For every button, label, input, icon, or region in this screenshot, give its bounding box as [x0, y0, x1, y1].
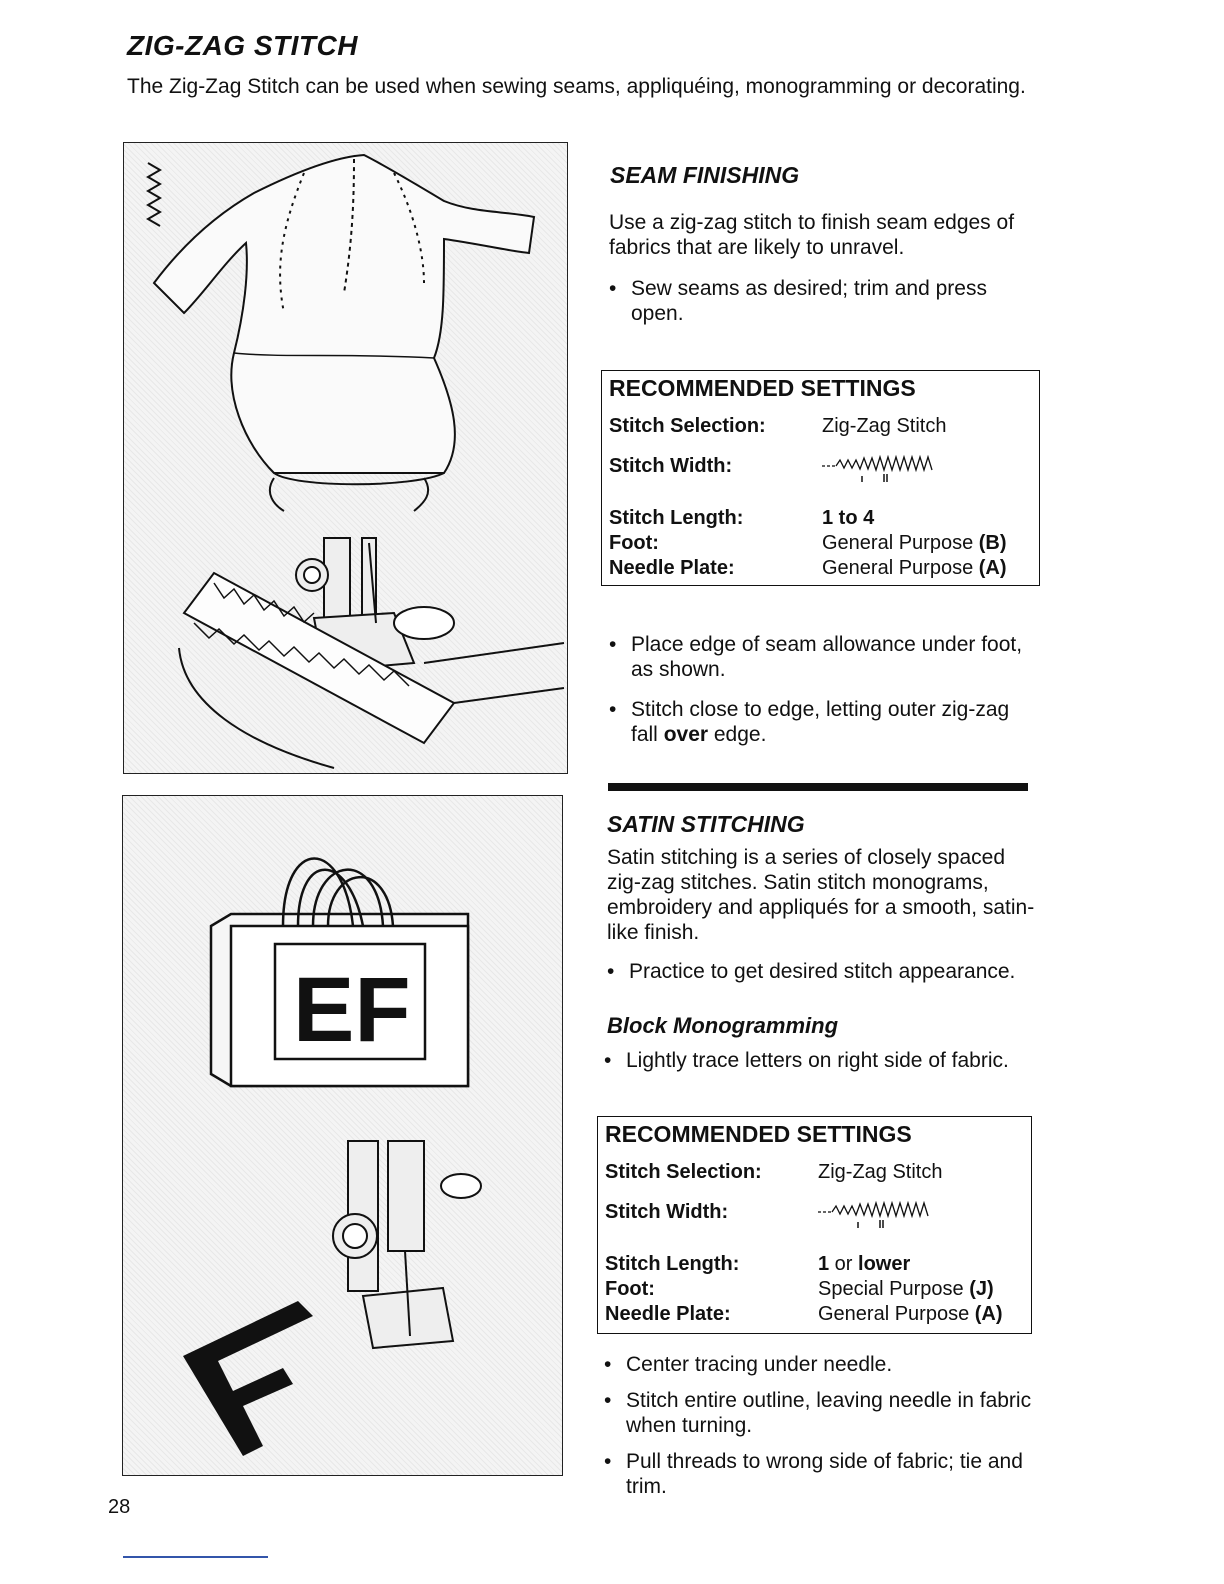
setting-label: Foot:: [609, 532, 659, 554]
list-item: • Stitch close to edge, letting outer zig-zag fall over edge.: [609, 697, 1039, 747]
section-divider: [608, 783, 1028, 791]
satin-stitching-intro: Satin stitching is a series of closely spaced zig-zag stitches. Satin stitch monograms, embroidery and appliqués for a smooth, satin-like finish.: [607, 846, 1035, 944]
list-item: • Stitch entire outline, leaving needle in fabric when turning.: [604, 1388, 1036, 1438]
intro-paragraph: The Zig-Zag Stitch can be used when sewing seams, appliquéing, monogramming or decorating.: [127, 75, 1026, 98]
list-item: • Sew seams as desired; trim and press open.: [609, 276, 1039, 326]
zigzag-symbol-icon: [148, 163, 160, 226]
satin-f-monogram-icon: [183, 1301, 313, 1456]
stitch-length-row: [609, 506, 1033, 531]
foot-code: (B): [978, 532, 1007, 554]
list-item: • Pull threads to wrong side of fabric; tie and trim.: [604, 1449, 1036, 1499]
satin-stitching-illustration: [122, 795, 563, 1476]
foot-row: [609, 531, 1033, 556]
stitch-width-row: [609, 454, 1033, 491]
settings-title: RECOMMENDED SETTINGS: [609, 375, 916, 401]
block-monogramming-heading: Block Monogramming: [607, 1013, 839, 1038]
monogram-bag-drawing: [123, 796, 562, 1475]
setting-label: Stitch Length:: [609, 507, 744, 529]
setting-value: General Purpose: [822, 532, 974, 554]
setting-label: Needle Plate:: [609, 557, 735, 579]
setting-label: Needle Plate:: [605, 1303, 731, 1325]
settings-title: RECOMMENDED SETTINGS: [605, 1121, 912, 1147]
stitch-selection-row: [605, 1160, 1025, 1185]
setting-label: Stitch Width:: [605, 1201, 729, 1223]
seam-finishing-intro: Use a zig-zag stitch to finish seam edges of fabrics that are likely to unravel.: [609, 211, 1015, 259]
setting-value: General Purpose: [822, 557, 974, 579]
list-item: • Place edge of seam allowance under foot, as shown.: [609, 632, 1039, 682]
setting-value: Zig-Zag Stitch: [818, 1161, 943, 1183]
monogram-letters: EF: [293, 959, 411, 1061]
emphasis-over: over: [663, 723, 709, 746]
seam-finishing-heading: SEAM FINISHING: [610, 162, 800, 188]
plate-code: (A): [978, 557, 1007, 579]
stitch-width-gauge-icon: [822, 454, 942, 484]
setting-label: Stitch Length:: [605, 1253, 740, 1275]
seam-settings-box: [601, 370, 1040, 586]
setting-value: General Purpose: [818, 1303, 970, 1325]
setting-label: Foot:: [605, 1278, 655, 1300]
setting-value: Zig-Zag Stitch: [822, 415, 947, 437]
stitch-selection-row: [609, 414, 1033, 439]
page-title: ZIG-ZAG STITCH: [127, 30, 358, 61]
satin-settings-box: [597, 1116, 1032, 1334]
setting-value: Special Purpose: [818, 1278, 964, 1300]
stitch-width-gauge-icon: [818, 1200, 938, 1230]
list-item: • Practice to get desired stitch appearance.: [607, 959, 1037, 984]
list-item: • Lightly trace letters on right side of fabric.: [604, 1048, 1036, 1073]
stitch-length-row: Stitch Length: 1 or lower: [605, 1253, 911, 1275]
satin-stitching-heading: SATIN STITCHING: [607, 811, 805, 837]
seam-finishing-bullets-after: [609, 632, 1039, 762]
needle-plate-row: [605, 1302, 1025, 1327]
foot-code: (J): [969, 1278, 994, 1300]
plate-code: (A): [974, 1303, 1003, 1325]
satin-bullets-after: [604, 1352, 1036, 1514]
setting-value: 1 to 4: [822, 507, 875, 529]
footer-rule: [123, 1556, 268, 1558]
page-number: 28: [108, 1496, 131, 1518]
seam-finishing-bullets-before: [609, 276, 1039, 341]
needle-foot-icon: [333, 1141, 481, 1348]
setting-label: Stitch Selection:: [609, 415, 766, 437]
gown-and-presser-foot-drawing: [124, 143, 567, 773]
baby-gown-icon: [154, 155, 534, 511]
setting-label: Stitch Selection:: [605, 1161, 762, 1183]
seam-finishing-illustration: [123, 142, 568, 774]
foot-row: [605, 1277, 1025, 1302]
setting-label: Stitch Width:: [609, 455, 733, 477]
stitch-width-row: [605, 1200, 1025, 1237]
block-monogramming-bullets: [604, 1048, 1036, 1088]
satin-bullets-before: [607, 959, 1037, 999]
list-item: • Center tracing under needle.: [604, 1352, 1036, 1377]
needle-plate-row: [609, 556, 1033, 581]
